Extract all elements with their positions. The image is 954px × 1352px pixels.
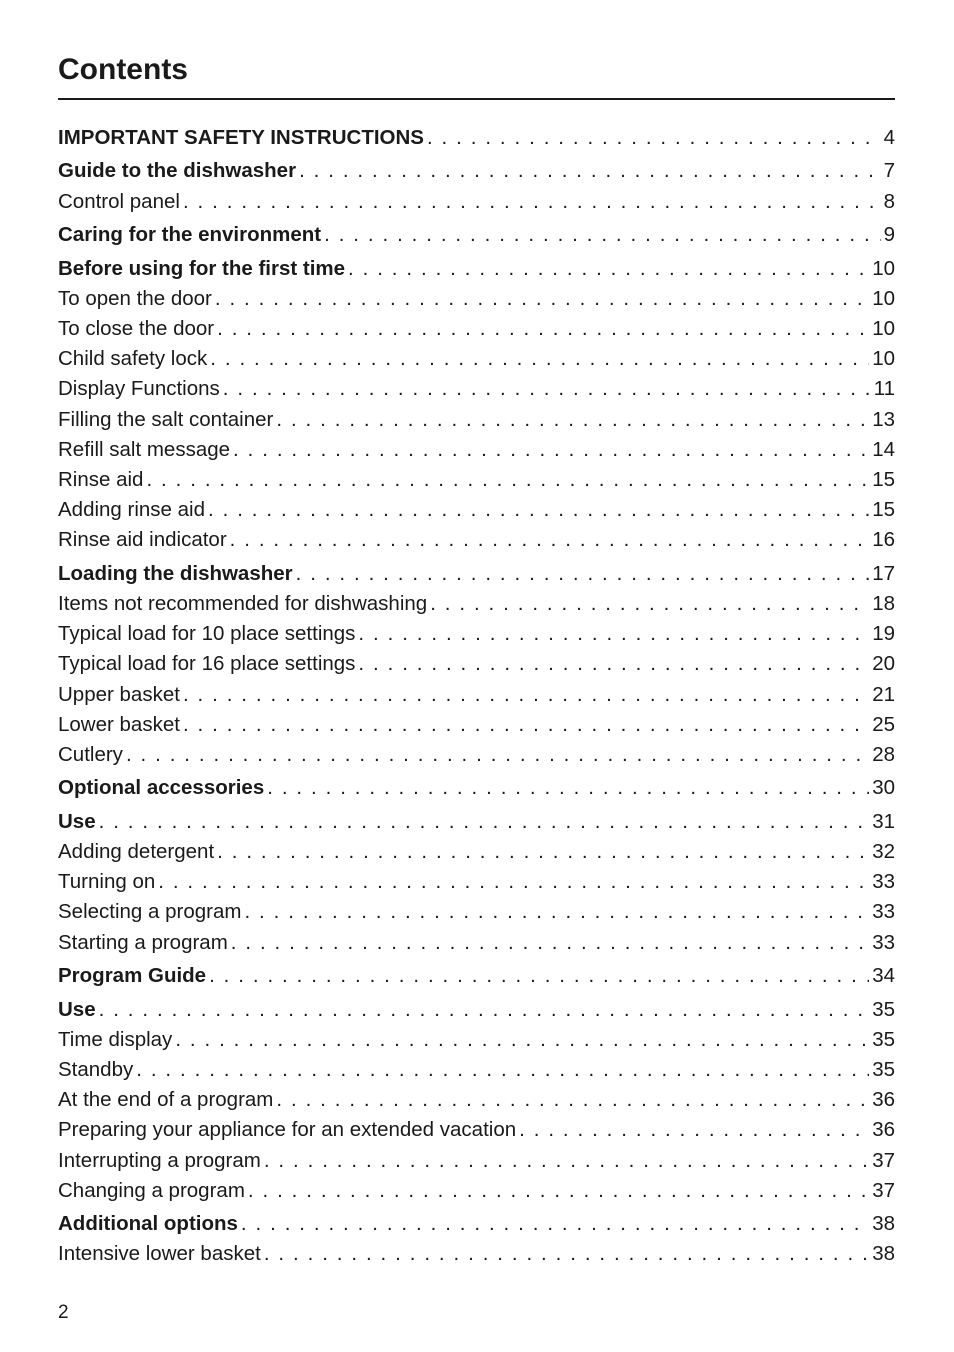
toc-entry-label: Display Functions bbox=[58, 377, 220, 401]
dot-leader bbox=[212, 284, 869, 314]
toc-entry-page: 10 bbox=[872, 286, 895, 310]
toc-entry-label: Adding detergent bbox=[58, 840, 215, 864]
toc-entry-label: Standby bbox=[58, 1058, 134, 1081]
toc-entry[interactable] bbox=[58, 807, 895, 837]
toc-entry-page: 13 bbox=[872, 407, 895, 431]
toc-entry-page: 20 bbox=[872, 652, 895, 676]
dot-leader bbox=[180, 187, 881, 217]
dot-leader bbox=[180, 710, 869, 740]
toc-entry-page: 31 bbox=[872, 809, 895, 833]
toc-entry-label: Turning on bbox=[58, 870, 156, 894]
toc-entry[interactable] bbox=[58, 405, 895, 435]
toc-entry-page: 11 bbox=[873, 377, 895, 401]
toc-entry-label: Loading the dishwasher bbox=[58, 561, 293, 585]
dot-leader bbox=[206, 961, 869, 991]
toc-entry-page: 15 bbox=[872, 467, 895, 491]
toc-entry-page: 32 bbox=[872, 840, 895, 864]
toc-entry-page: 35 bbox=[872, 997, 895, 1021]
toc-entry-page: 36 bbox=[872, 1118, 895, 1142]
toc-entry-label: Additional options bbox=[58, 1212, 238, 1236]
toc-entry-label: Optional accessories bbox=[58, 776, 265, 800]
toc-entry-page: 28 bbox=[872, 742, 895, 766]
toc-entry[interactable] bbox=[58, 559, 895, 589]
dot-leader bbox=[273, 1085, 869, 1115]
toc-entry[interactable] bbox=[58, 254, 895, 284]
toc-entry-page: 10 bbox=[872, 317, 895, 341]
toc-entry-page: 35 bbox=[872, 1058, 895, 1081]
toc-entry-label: To open the door bbox=[58, 286, 212, 310]
toc-entry[interactable] bbox=[58, 123, 895, 153]
toc-entry-page: 34 bbox=[872, 964, 895, 988]
toc-entry[interactable] bbox=[58, 1085, 895, 1115]
toc-entry[interactable] bbox=[58, 928, 895, 958]
toc-entry-label: Starting a program bbox=[58, 930, 228, 954]
toc-entry[interactable] bbox=[58, 525, 895, 555]
toc-entry[interactable] bbox=[58, 649, 895, 679]
dot-leader bbox=[180, 680, 869, 710]
toc-entry-label: Adding rinse aid bbox=[58, 498, 206, 522]
toc-entry[interactable] bbox=[58, 187, 895, 217]
dot-leader bbox=[241, 897, 869, 927]
dot-leader bbox=[355, 649, 869, 679]
toc-entry-label: Lower basket bbox=[58, 712, 180, 736]
dot-leader bbox=[516, 1115, 869, 1145]
toc-entry-page: 9 bbox=[883, 223, 895, 247]
dot-leader bbox=[214, 837, 869, 867]
toc-entry-label: Use bbox=[58, 997, 96, 1021]
dot-leader bbox=[227, 525, 870, 555]
toc-entry-page: 21 bbox=[872, 682, 895, 706]
toc-entry-label: Caring for the environment bbox=[58, 223, 322, 247]
dot-leader bbox=[133, 1055, 869, 1085]
toc-entry-page: 36 bbox=[872, 1088, 895, 1112]
toc-entry-label: Cutlery bbox=[58, 742, 123, 766]
toc-entry-page: 30 bbox=[872, 776, 895, 800]
toc-entry-label: Items not recommended for dishwashing bbox=[58, 592, 428, 615]
title-divider bbox=[58, 98, 895, 100]
toc-entry[interactable] bbox=[58, 465, 895, 495]
toc-entry-page: 14 bbox=[872, 437, 895, 461]
toc-entry-label: Preparing your appliance for an extended vacation bbox=[58, 1118, 517, 1142]
toc-entry[interactable] bbox=[58, 1115, 895, 1145]
table-of-contents bbox=[58, 123, 895, 1270]
toc-entry-page: 33 bbox=[872, 870, 895, 894]
toc-entry-page: 18 bbox=[872, 592, 895, 615]
toc-entry[interactable] bbox=[58, 867, 895, 897]
toc-entry[interactable] bbox=[58, 314, 895, 344]
toc-entry-label: Before using for the first time bbox=[58, 256, 346, 280]
toc-entry-page: 15 bbox=[872, 498, 895, 522]
toc-entry-page: 25 bbox=[872, 712, 895, 736]
dot-leader bbox=[355, 619, 869, 649]
toc-entry[interactable] bbox=[58, 156, 895, 186]
toc-entry-label: Intensive lower basket bbox=[58, 1242, 261, 1266]
toc-entry-label: Guide to the dishwasher bbox=[58, 159, 297, 183]
toc-entry[interactable] bbox=[58, 374, 895, 404]
dot-leader bbox=[214, 314, 869, 344]
toc-entry-label: Filling the salt container bbox=[58, 407, 274, 431]
toc-entry[interactable] bbox=[58, 284, 895, 314]
toc-entry-page: 4 bbox=[883, 126, 895, 149]
toc-entry-page: 37 bbox=[872, 1148, 895, 1172]
dot-leader bbox=[172, 1025, 869, 1055]
dot-leader bbox=[261, 1146, 869, 1176]
toc-entry-label: Use bbox=[58, 809, 96, 833]
toc-entry-page: 38 bbox=[872, 1212, 895, 1236]
toc-entry[interactable] bbox=[58, 995, 895, 1025]
toc-entry[interactable] bbox=[58, 773, 895, 803]
toc-entry[interactable] bbox=[58, 1176, 895, 1206]
toc-entry-label: At the end of a program bbox=[58, 1088, 274, 1112]
page-title: Contents bbox=[58, 53, 188, 86]
toc-entry[interactable] bbox=[58, 1055, 895, 1085]
toc-entry-page: 35 bbox=[872, 1027, 895, 1051]
toc-entry-page: 37 bbox=[872, 1178, 895, 1202]
toc-entry-label: Selecting a program bbox=[58, 900, 242, 924]
dot-leader bbox=[261, 1239, 869, 1269]
toc-entry-label: Upper basket bbox=[58, 682, 180, 706]
dot-leader bbox=[296, 156, 881, 186]
toc-entry-label: Typical load for 16 place settings bbox=[58, 652, 356, 676]
dot-leader bbox=[96, 807, 870, 837]
toc-entry-page: 8 bbox=[883, 189, 895, 213]
toc-entry[interactable] bbox=[58, 1239, 895, 1269]
dot-leader bbox=[264, 773, 869, 803]
toc-entry[interactable] bbox=[58, 435, 895, 465]
toc-entry[interactable] bbox=[58, 740, 895, 770]
toc-entry[interactable] bbox=[58, 344, 895, 374]
toc-entry-label: Rinse aid bbox=[58, 467, 144, 491]
page-number: 2 bbox=[58, 1302, 69, 1323]
toc-entry-page: 17 bbox=[872, 561, 895, 585]
toc-entry-label: Time display bbox=[58, 1027, 173, 1051]
toc-entry-label: To close the door bbox=[58, 317, 215, 341]
toc-entry-label: Program Guide bbox=[58, 964, 207, 988]
dot-leader bbox=[123, 740, 869, 770]
toc-entry-label: Interrupting a program bbox=[58, 1148, 261, 1172]
toc-entry[interactable] bbox=[58, 680, 895, 710]
toc-entry[interactable] bbox=[58, 619, 895, 649]
toc-entry-page: 33 bbox=[872, 900, 895, 924]
toc-entry-page: 19 bbox=[872, 622, 895, 646]
dot-leader bbox=[207, 344, 869, 374]
dot-leader bbox=[228, 928, 869, 958]
toc-entry-page: 33 bbox=[872, 930, 895, 954]
dot-leader bbox=[321, 220, 880, 250]
dot-leader bbox=[345, 254, 869, 284]
dot-leader bbox=[238, 1209, 869, 1239]
toc-entry[interactable] bbox=[58, 837, 895, 867]
dot-leader bbox=[96, 995, 870, 1025]
toc-entry[interactable] bbox=[58, 495, 895, 525]
toc-entry-label: Typical load for 10 place settings bbox=[58, 622, 356, 646]
toc-entry-page: 7 bbox=[883, 159, 895, 183]
toc-entry-label: Rinse aid indicator bbox=[58, 528, 227, 552]
toc-entry-page: 10 bbox=[872, 256, 895, 280]
toc-entry[interactable] bbox=[58, 1146, 895, 1176]
toc-entry[interactable] bbox=[58, 961, 895, 991]
toc-entry-label: Refill salt message bbox=[58, 437, 231, 461]
toc-entry-label: Control panel bbox=[58, 189, 180, 213]
dot-leader bbox=[245, 1176, 869, 1206]
toc-entry-label: Changing a program bbox=[58, 1178, 245, 1202]
dot-leader bbox=[293, 559, 870, 589]
toc-entry[interactable] bbox=[58, 220, 895, 250]
dot-leader bbox=[155, 867, 869, 897]
toc-entry-page: 16 bbox=[872, 528, 895, 552]
toc-entry-page: 10 bbox=[872, 347, 895, 371]
dot-leader bbox=[427, 589, 869, 619]
dot-leader bbox=[230, 435, 869, 465]
dot-leader bbox=[424, 123, 881, 153]
toc-entry-label: IMPORTANT SAFETY INSTRUCTIONS bbox=[58, 126, 424, 149]
dot-leader bbox=[143, 465, 869, 495]
dot-leader bbox=[205, 495, 869, 525]
dot-leader bbox=[273, 405, 869, 435]
toc-entry[interactable] bbox=[58, 1209, 895, 1239]
dot-leader bbox=[220, 374, 871, 404]
toc-entry[interactable] bbox=[58, 589, 895, 619]
toc-entry-page: 38 bbox=[872, 1242, 895, 1266]
toc-entry[interactable] bbox=[58, 710, 895, 740]
toc-entry[interactable] bbox=[58, 897, 895, 927]
toc-entry-label: Child safety lock bbox=[58, 347, 208, 371]
toc-entry[interactable] bbox=[58, 1025, 895, 1055]
